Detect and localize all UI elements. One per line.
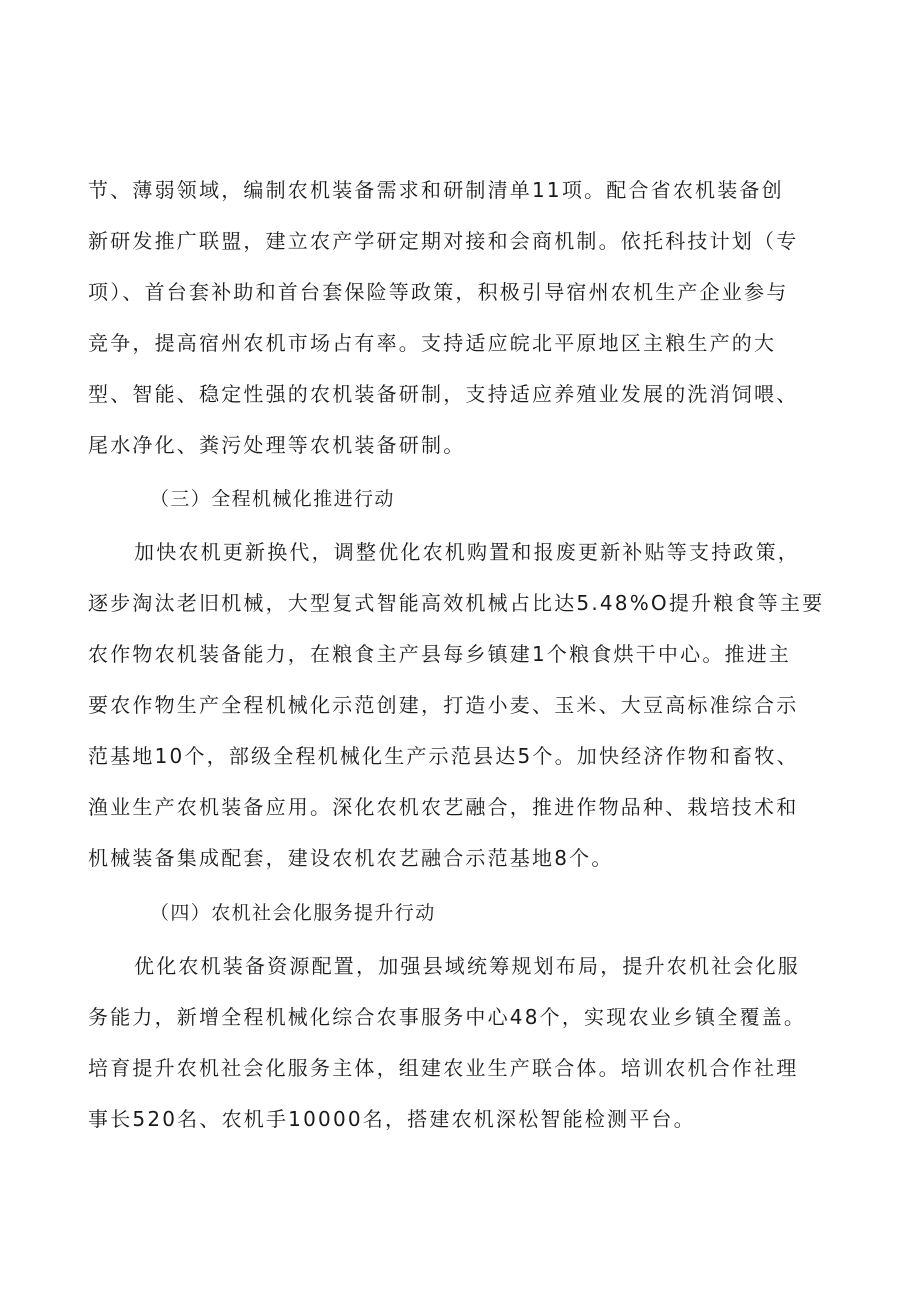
text-line: 培育提升农机社会化服务主体，组建农业生产联合体。培训农机合作社理	[88, 1056, 799, 1080]
text-line: 事长520名、农机手10000名，搭建农机深松智能检测平台。	[88, 1107, 696, 1131]
text-line: 优化农机装备资源配置，加强县域统筹规划布局，提升农机社会化服	[134, 954, 800, 978]
text-line: 机械装备集成配套，建设农机农艺融合示范基地8个。	[88, 846, 614, 870]
text-line: 农作物农机装备能力，在粮食主产县每乡镇建1个粮食烘干中心。推进主	[88, 642, 792, 666]
text-line: 尾水净化、粪污处理等农机装备研制。	[88, 433, 466, 457]
section-heading-4: （四）农机社会化服务提升行动	[150, 902, 436, 924]
text-line: 务能力，新增全程机械化综合农事服务中心48个，实现农业乡镇全覆盖。	[88, 1005, 807, 1029]
text-line: 要农作物生产全程机械化示范创建，打造小麦、玉米、大豆高标准综合示	[88, 693, 799, 717]
text-line: 加快农机更新换代，调整优化农机购置和报废更新补贴等支持政策，	[134, 540, 800, 564]
text-line: 型、智能、稳定性强的农机装备研制，支持适应养殖业发展的洗消饲喂、	[88, 382, 799, 406]
text-line: 范基地10个，部级全程机械化生产示范县达5个。加快经济作物和畜牧、	[88, 744, 799, 768]
text-line: 竞争，提高宿州农机市场占有率。支持适应皖北平原地区主粮生产的大	[88, 331, 777, 355]
text-line: 节、薄弱领域，编制农机装备需求和研制清单11项。配合省农机装备创	[88, 178, 784, 202]
text-line: 新研发推广联盟，建立农产学研定期对接和会商机制。依托科技计划（专	[88, 229, 799, 253]
text-line: 渔业生产农机装备应用。深化农机农艺融合，推进作物品种、栽培技术和	[88, 795, 799, 819]
section-heading-3: （三）全程机械化推进行动	[150, 488, 395, 510]
text-line: 逐步淘汰老旧机械，大型复式智能高效机械占比达5.48%O提升粮食等主要	[88, 591, 825, 615]
text-line: 项）、首台套补助和首台套保险等政策，积极引导宿州农机生产企业参与	[88, 280, 789, 304]
